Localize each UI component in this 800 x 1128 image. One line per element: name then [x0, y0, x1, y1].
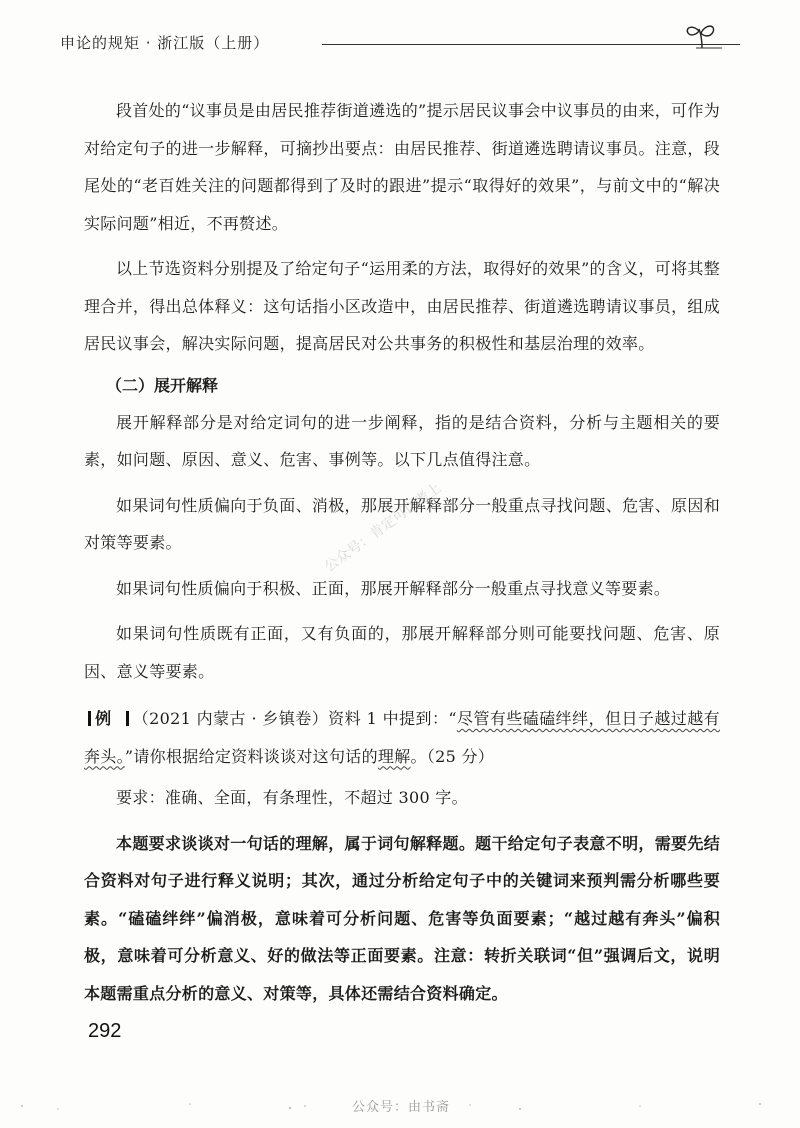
diagonal-watermark: 公众号：肯定可以考上	[321, 480, 445, 576]
section-heading: （二）展开解释	[106, 375, 219, 395]
example-points: 。（25 分）	[410, 746, 495, 766]
paragraph-positive: 如果词句性质偏向于积极、正面，那展开解释部分一般重点寻找意义等要素。	[116, 578, 671, 598]
example-question	[84, 700, 720, 775]
page-body	[84, 92, 720, 1012]
paragraph-explanation-1: 段首处的“议事员是由居民推荐街道遴选的”提示居民议事会中议事员的由来，可作为对给定句子的进一步解释，可摘抄出要点：由居民推荐、街道遴选聘请议事员。注意，段尾处的“老百姓关注的问题都得到了及时的跟进”提示“取得好的效果”，与前文中的“解决实际问题”相近，不再赘述。	[84, 101, 720, 233]
sprout-ornament-icon	[682, 20, 722, 54]
paragraph-expand-intro: 展开解释部分是对给定词句的进一步阐释，指的是结合资料，分析与主题相关的要素，如问题、原因、意义、危害、事例等。以下几点值得注意。	[84, 412, 720, 469]
footer-watermark: 公众号：由书斋	[352, 1100, 451, 1115]
page-header	[60, 30, 740, 60]
paragraph-mixed: 如果词句性质既有正面，又有负面的，那展开解释部分则可能要找问题、危害、原因、意义等要素。	[84, 624, 720, 681]
analysis-paragraph: 本题要求谈谈对一句话的理解，属于词句解释题。题干给定句子表意不明，需要先结合资料对句子进行释义说明；其次，通过分析给定句子中的关键词来预判需分析哪些要素。“磕磕绊绊”偏消极，意味着可分析问题、危害等负面要素；“越过越有奔头”偏积极，意味着可分析意义、好的做法等正面要素。注意：转折关联词“但”强调后文，说明本题需重点分析的意义、对策等，具体还需结合资料确定。	[84, 833, 720, 1003]
paragraph-explanation-2: 以上节选资料分别提及了给定句子“运用柔的方法，取得好的效果”的含义，可将其整理合并，得出总体释义：这句话指小区改造中，由居民推荐、街道遴选聘请议事员，组成居民议事会，解决实际问题，提高居民对公共事务的积极性和基层治理的效率。	[84, 259, 720, 353]
example-source: （2021 内蒙古 · 乡镇卷）资料 1 中提到：“	[132, 709, 457, 728]
example-quote: 尽管有些磕磕绊绊，但日子越过越有奔头。	[84, 709, 720, 766]
example-keyword: 理解	[377, 746, 411, 766]
example-requirement: 要求：准确、全面，有条理性，不超过 300 字。	[116, 788, 468, 807]
example-label: 例	[95, 709, 112, 728]
example-bar-right-icon	[126, 711, 129, 726]
page-number: 292	[88, 1020, 122, 1042]
running-head-title: 申论的规矩 · 浙江版（上册）	[60, 34, 270, 52]
example-bar-left-icon	[88, 711, 91, 726]
header-rule	[322, 44, 740, 45]
scan-noise	[0, 1100, 800, 1120]
example-after-quote: ”请你根据给定资料谈谈对这句话的	[124, 746, 378, 766]
example-block	[84, 700, 720, 817]
paragraph-negative: 如果词句性质偏向于负面、消极，那展开解释部分一般重点寻找问题、危害、原因和对策等要素。	[84, 495, 720, 552]
